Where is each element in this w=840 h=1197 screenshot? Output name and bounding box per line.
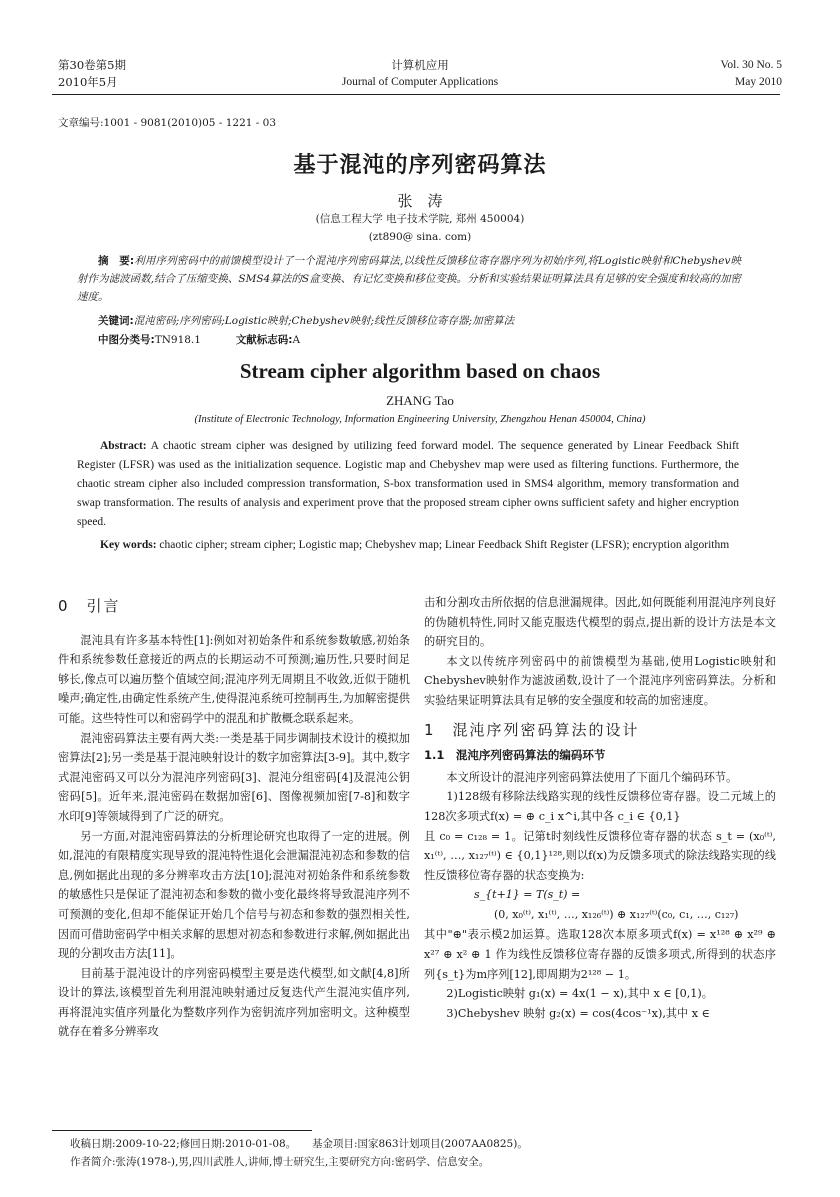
keywords-cn-text: 混沌密码;序列密码;Logistic映射;Chebyshev映射;线性反馈移位寄存器;加密算法 [133,315,515,327]
footer-author-bio: 作者简介:张涛(1978-),男,四川武胜人,讲师,博士研究生,主要研究方向:密码学、信息安全。 [70,1156,490,1168]
author-email: (zt890@ sina. com) [368,231,472,243]
paper-title-cn: 基于混沌的序列密码算法 [293,153,547,178]
section-1-heading: 1 混沌序列密码算法的设计 [424,720,640,739]
right-paragraph-6: 其中"⊕"表示模2加运算。选取128次本原多项式f(x) = x¹²⁸ ⊕ x²⁹ ⊕ x²⁷ ⊕ x² ⊕ 1 作为线性反馈移位寄存器的反馈多项式,所得到的状态序列{s_t}为m序列[12],即周期为2¹²⁸ − 1。 [424,928,776,981]
journal-date-en: May 2010 [735,76,782,88]
author-en: ZHANG Tao [386,393,454,408]
doc-code-value: A [292,334,301,346]
intro-paragraph-3: 另一方面,对混沌密码算法的分析理论研究也取得了一定的进展。例如,混沌的有限精度实现导致的混沌特性退化会泄漏混沌初态和参数的信息,例如据此出现的多分辨率攻击方法[10];混沌对初始条件和系统参数的敏感性只是保证了混沌初态和参数的微小变化最终将导致混沌序列不可预测的变化,但却不能保证开始几个信号与初态和参数的强烈相关性,因而可借助密码学中相关求解的思想对初态和参数进行求解,例如据此出现的分割攻击方法[11]。 [58,829,410,961]
abstract-cn-label: 摘 要: [98,255,135,267]
right-paragraph-1: 击和分割攻击所依据的信息泄漏规律。因此,如何既能利用混沌序列良好的伪随机特性,同时又能克服迭代模型的弱点,提出新的设计方法是本文的研究目的。 [424,596,776,649]
keywords-cn [77,312,741,330]
affiliation-en: (Institute of Electronic Technology, Information Engineering University, Zhengzhou Henan 450004, China) [194,414,646,425]
right-column [424,593,776,1023]
section-0-heading: 0 引言 [58,597,121,615]
intro-paragraph-1: 混沌具有许多基本特性[1]:例如对初始条件和系统参数敏感,初始条件和系统参数任意接近的两点的长期运动不可预测;遍历性,只要时间足够长,像点可以遍历整个值域空间;混沌序列无周期且不收敛,近似于随机噪声;确定性,由确定性系统产生,使得混沌系统可控制再生,为加解密提供可能。这些特性可以和密码学中的混乱和扩散概念联系起来。 [58,633,410,725]
journal-volume: 第30卷第5期 [58,58,126,72]
keywords-en [77,536,739,555]
right-paragraph-2: 本文以传统序列密码中的前馈模型为基础,使用Logistic映射和Chebyshev映射作为滤波函数,设计了一个混沌序列密码算法。分析和实验结果证明算法具有足够的安全强度和较高的加密速度。 [424,654,776,707]
keywords-en-label: Key words: [100,539,157,551]
affiliation-cn: (信息工程大学 电子技术学院, 郑州 450004) [315,213,525,225]
paper-title-en: Stream cipher algorithm based on chaos [239,359,601,383]
abstract-en-label: Abstract: [100,440,147,452]
footer-rule [52,1130,312,1131]
journal-volume-en: Vol. 30 No. 5 [720,59,782,71]
doc-code-label: 文献标志码: [235,334,293,346]
abstract-en [77,437,739,532]
clc-value: TN918.1 [154,334,201,346]
right-paragraph-5: 且 c₀ = c₁₂₈ = 1。记第t时刻线性反馈移位寄存器的状态 s_t = (x₀⁽ᵗ⁾, x₁⁽ᵗ⁾, …, x₁₂₇⁽ᵗ⁾) ∈ {0,1}¹²⁸,则以f(x)为反馈多项式的除法线路实现的线性反馈移位寄存器的状态变换为: [424,829,776,882]
author-cn: 张 涛 [397,192,443,210]
classification [77,331,741,349]
article-number: 文章编号:1001 - 9081(2010)05 - 1221 - 03 [58,117,277,129]
intro-paragraph-4: 目前基于混沌设计的序列密码模型主要是迭代模型,如文献[4,8]所设计的算法,该模型首先利用混沌映射通过反复迭代产生混沌实值序列,再将混沌实值序列量化为整数序列作为密钥流序列加密明文。这种模型就存在着多分辨率攻 [58,966,410,1039]
footer-received: 收稿日期:2009-10-22;修回日期:2010-01-08。 基金项目:国家863计划项目(2007AA0825)。 [70,1138,528,1150]
abstract-cn [77,252,741,306]
clc-label: 中图分类号: [98,334,155,346]
left-column [58,593,410,1042]
abstract-en-text: A chaotic stream cipher was designed by utilizing feed forward model. The sequence generated by Linear Feedback Shift Register (LFSR) was used as the initialization sequence. Logistic map and Chebyshev map were used as filtering functions. Furthermore, the chaotic stream cipher also included compression transformation, S-box transformation used in SMS4 algorithm, memory transformation and swap transformation. The results of analysis and experiment prove that the proposed stream cipher owns sufficient safety and higher encryption speed. [77,440,739,528]
journal-date: 2010年5月 [58,75,118,89]
intro-paragraph-2: 混沌密码算法主要有两大类:一类是基于同步调制技术设计的模拟加密算法[2];另一类是基于混沌映射设计的数字加密算法[3-9]。其中,数字式混沌密码又可以分为混沌序列密码[3]、混沌分组密码[4]及混沌公钥密码[5]。近年来,混沌密码在数据加密[6]、图像视频加密[7-8]和数字水印[9]等领域得到了广泛的研究。 [58,731,410,823]
keywords-en-text: chaotic cipher; stream cipher; Logistic map; Chebyshev map; Linear Feedback Shift Register (LFSR); encryption algorithm [159,539,730,551]
journal-name-en: Journal of Computer Applications [341,76,499,88]
header-rule [52,94,780,95]
journal-name-cn: 计算机应用 [391,58,449,72]
keywords-cn-label: 关键词: [98,315,134,327]
right-paragraph-3: 本文所设计的混沌序列密码算法使用了下面几个编码环节。 [446,770,738,784]
right-paragraph-4: 1)128级有移除法线路实现的线性反馈移位寄存器。设二元域上的128次多项式f(x) = ⊕ c_i x^i,其中各 c_i ∈ {0,1} [424,790,776,823]
abstract-cn-text: 利用序列密码中的前馈模型设计了一个混沌序列密码算法,以线性反馈移位寄存器序列为初始序列,将Logistic映射和Chebyshev映射作为滤波函数,结合了压缩变换、SMS4算法的S盒变换、有记忆变换和移位变换。分析和实验结果证明算法具有足够的安全强度和较高的加密速度。 [77,255,741,303]
formula-state-update: s_{t+1} = T(s_t) = [474,888,581,902]
formula-state-vector: (0, x₀⁽ᵗ⁾, x₁⁽ᵗ⁾, …, x₁₂₆⁽ᵗ⁾) ⊕ x₁₂₇⁽ᵗ⁾(c₀, c₁, …, c₁₂₇) [494,908,739,922]
right-paragraph-7: 2)Logistic映射 g₁(x) = 4x(1 − x),其中 x ∈ [0,1)。 [446,987,713,1001]
subsection-1-1-heading: 1.1 混沌序列密码算法的编码环节 [424,748,606,763]
right-paragraph-8: 3)Chebyshev 映射 g₂(x) = cos(4cos⁻¹x),其中 x ∈ [446,1006,710,1020]
